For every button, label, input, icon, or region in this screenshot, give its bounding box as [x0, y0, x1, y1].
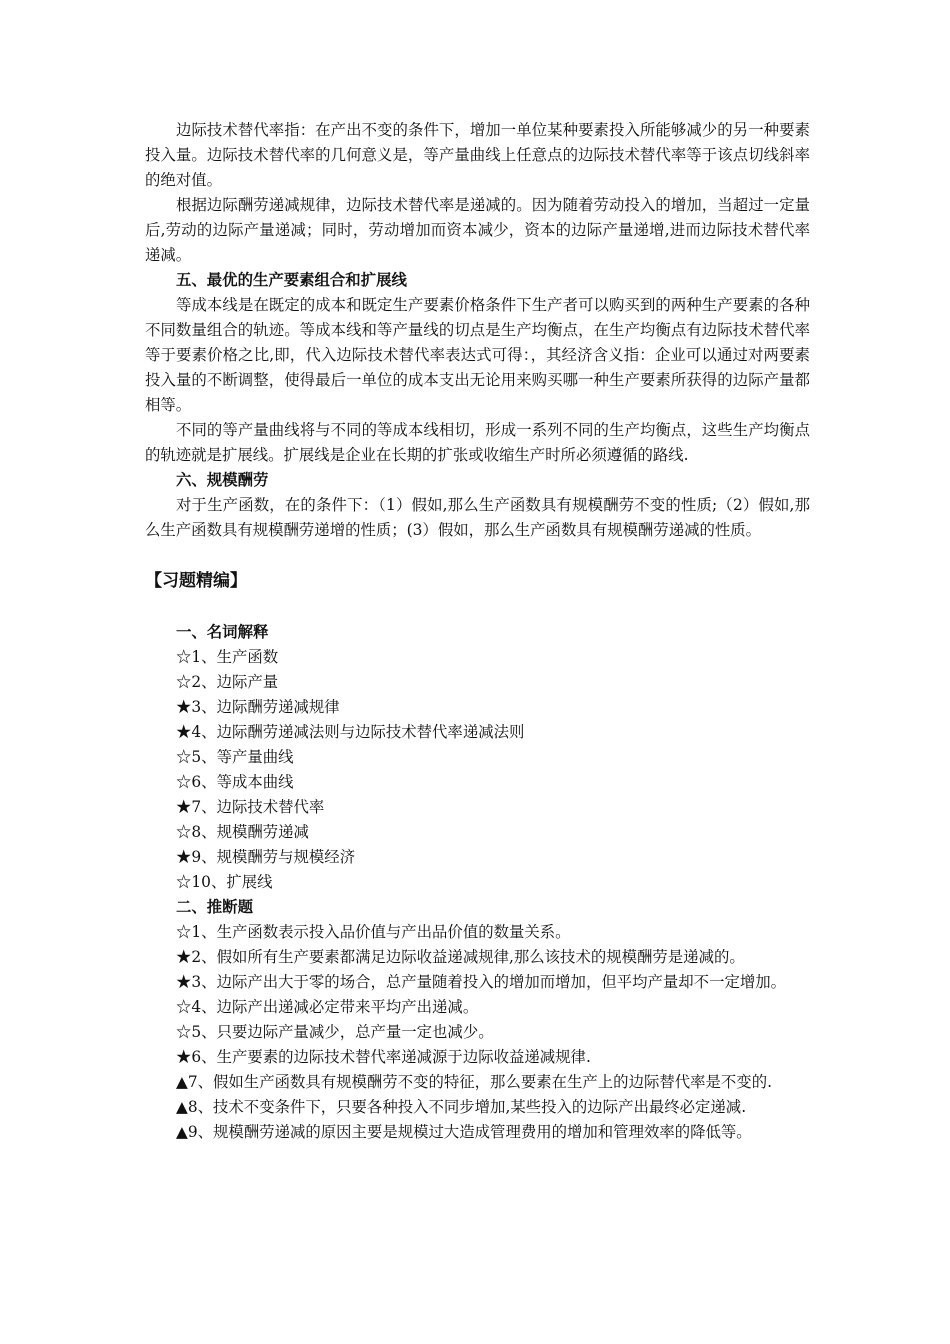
heading-optimal-combination: 五、最优的生产要素组合和扩展线	[176, 271, 407, 289]
term-item: ☆2、边际产量	[176, 673, 279, 691]
term-item: ☆8、规模酬劳递减	[176, 823, 309, 841]
judgment-item: ▲9、规模酬劳递减的原因主要是规模过大造成管理费用的增加和管理效率的降低等。	[176, 1123, 752, 1141]
heading-judgment: 二、推断题	[176, 898, 253, 916]
judgment-item: ▲7、假如生产函数具有规模酬劳不变的特征，那么要素在生产上的边际替代率是不变的.	[176, 1073, 772, 1091]
judgment-item: ★3、边际产出大于零的场合，总产量随着投入的增加而增加，但平均产量却不一定增加。	[176, 973, 787, 991]
judgment-item: ☆5、只要边际产量减少，总产量一定也减少。	[176, 1023, 494, 1041]
judgment-item: ▲8、技术不变条件下，只要各种投入不同步增加,某些投入的边际产出最终必定递减.	[176, 1098, 747, 1116]
term-item: ★7、边际技术替代率	[176, 798, 325, 816]
judgment-item: ★2、假如所有生产要素都满足边际收益递减规律,那么该技术的规模酬劳是递减的。	[176, 948, 745, 966]
judgment-item: ☆1、生产函数表示投入品价值与产出品价值的数量关系。	[176, 923, 571, 941]
judgment-item: ☆4、边际产出递减必定带来平均产出递减。	[176, 998, 479, 1016]
term-item: ☆1、生产函数	[176, 648, 279, 666]
paragraph-mrts-definition: 边际技术替代率指：在产出不变的条件下，增加一单位某种要素投入所能够减少的另一种要素投入量。边际技术替代率的几何意义是，等产量曲线上任意点的边际技术替代率等于该点切线斜率的绝对值。	[145, 121, 810, 189]
paragraph-mrts-diminishing: 根据边际酬劳递减规律，边际技术替代率是递减的。因为随着劳动投入的增加，当超过一定量后,劳动的边际产量递减；同时，劳动增加而资本减少，资本的边际产量递增,进而边际技术替代率递减。	[145, 196, 810, 264]
term-item: ☆6、等成本曲线	[176, 773, 294, 791]
judgment-item: ★6、生产要素的边际技术替代率递减源于边际收益递减规律.	[176, 1048, 591, 1066]
heading-term-explanation: 一、名词解释	[176, 623, 269, 641]
term-item: ☆10、扩展线	[176, 873, 273, 891]
heading-returns-to-scale: 六、规模酬劳	[176, 471, 269, 489]
paragraph-isocost-line: 等成本线是在既定的成本和既定生产要素价格条件下生产者可以购买到的两种生产要素的各种不同数量组合的轨迹。等成本线和等产量线的切点是生产均衡点，在生产均衡点有边际技术替代率等于要素价格之比,即，代入边际技术替代率表达式可得：，其经济含义指：企业可以通过对两要素投入量的不断调整，使得最后一单位的成本支出无论用来购买哪一种生产要素所获得的边际产量都相等。	[145, 296, 810, 414]
paragraph-returns-to-scale: 对于生产函数，在的条件下：（1）假如,那么生产函数具有规模酬劳不变的性质;（2）假如,那么生产函数具有规模酬劳递增的性质；(3）假如，那么生产函数具有规模酬劳递减的性质。	[145, 496, 810, 539]
document-page	[145, 118, 810, 1145]
paragraph-expansion-path: 不同的等产量曲线将与不同的等成本线相切，形成一系列不同的生产均衡点，这些生产均衡点的轨迹就是扩展线。扩展线是企业在长期的扩张或收缩生产时所必须遵循的路线.	[145, 421, 810, 464]
exercises-title: 【习题精编】	[145, 571, 247, 591]
term-item: ★9、规模酬劳与规模经济	[176, 848, 356, 866]
term-item: ★4、边际酬劳递减法则与边际技术替代率递减法则	[176, 723, 525, 741]
term-item: ☆5、等产量曲线	[176, 748, 294, 766]
term-item: ★3、边际酬劳递减规律	[176, 698, 340, 716]
